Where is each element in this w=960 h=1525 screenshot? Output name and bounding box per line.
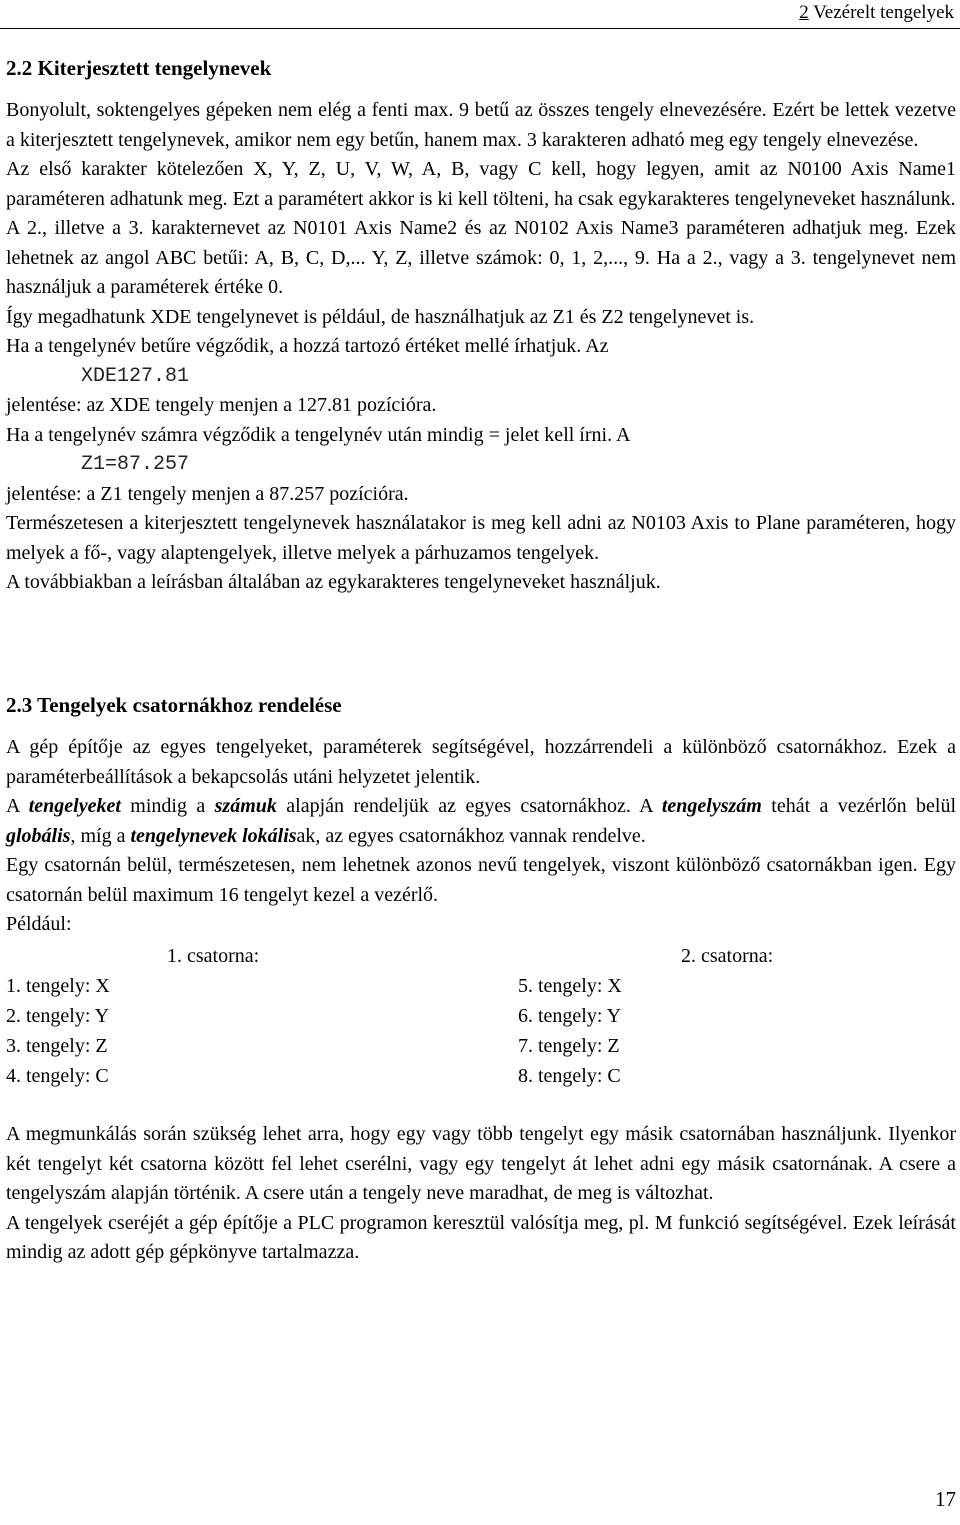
paragraph: Bonyolult, soktengelyes gépeken nem elég a fenti max. 9 betű az összes tengely elnevezésére. Ezért be lettek vezetve a kiterjesztett tengelynevek, amikor nem egy betűn, hanem max. 3 karakteren adható meg egy tengely elnevezése. <box>6 99 956 151</box>
paragraph: A gép építője az egyes tengelyeket, paraméterek segítségével, hozzárrendeli a különböző csatornákhoz. Ezek a paraméterbeállítások a bekapcsolás utáni helyzetet jelentik. <box>6 736 956 788</box>
paragraph: Ha a tengelynév betűre végződik, a hozzá tartozó értéket mellé írhatjuk. Az <box>6 335 609 357</box>
axis-entry: 8. tengely: C <box>518 1065 621 1087</box>
axis-entry: 6. tengely: Y <box>518 1005 622 1027</box>
paragraph: Például: <box>6 913 72 935</box>
paragraph: A tengelyek cseréjét a gép építője a PLC programon keresztül valósítja meg, pl. M funkció segítségével. Ezek leírását mindig az adott gép gépkönyve tartalmazza. <box>6 1211 956 1263</box>
running-header <box>799 2 954 24</box>
axis-entry: 2. tengely: Y <box>6 1005 110 1027</box>
emphasis: tengelyeket <box>28 795 121 817</box>
channel-header: 2. csatorna: <box>681 945 774 967</box>
axis-entry: 5. tengely: X <box>518 975 622 997</box>
emphasis: számuk <box>214 795 277 817</box>
axis-entry: 4. tengely: C <box>6 1065 109 1087</box>
paragraph: Így megadhatunk XDE tengelynevet is például, de használhatjuk az Z1 és Z2 tengelynevet is. <box>6 305 755 328</box>
axis-entry: 1. tengely: X <box>6 975 110 997</box>
emphasis: tengelyszám <box>661 795 762 817</box>
section-heading-2-2: 2.2 Kiterjesztett tengelynevek <box>6 56 272 80</box>
emphasis: globális <box>6 824 71 847</box>
section-2-3-continuation <box>6 1120 956 1268</box>
section-2-3-body <box>6 733 956 940</box>
paragraph: A tengelyeket mindig a számuk alapján rendeljük az egyes csatornákhoz. A tengelyszám tehát a vezérlőn belül globális, míg a tengelynevek lokálisak, az egyes csatornákhoz vannak rendelve. <box>6 795 956 847</box>
header-rule <box>0 28 960 29</box>
channel-column <box>518 971 622 1091</box>
paragraph: A továbbiakban a leírásban általában az egykarakteres tengelyneveket használjuk. <box>6 571 661 593</box>
channel-header: 1. csatorna: <box>167 945 260 967</box>
chapter-title: Vezérelt tengelyek <box>813 2 954 23</box>
paragraph: A 2., illetve a 3. karakternevet az N0101 Axis Name2 és az N0102 Axis Name3 paraméteren adhatjuk meg. Ezek lehetnek az angol ABC betűi: A, B, C, D,... Y, Z, illetve számok: 0, 1, 2,..., 9. Ha a 2., vagy a 3. tengelynevet nem használjuk a paraméterek értéke 0. <box>6 217 956 298</box>
paragraph: Az első karakter kötelezően X, Y, Z, U, V, W, A, B, vagy C kell, hogy legyen, amit az N0100 Axis Name1 paraméteren adhatunk meg. Ezt a paramétert akkor is ki kell tölteni, ha csak egykarakteres tengelyneveket használunk. <box>6 158 956 210</box>
paragraph: Természetesen a kiterjesztett tengelynevek használatakor is meg kell adni az N0103 Axis to Plane paraméteren, hogy melyek a fő-, vagy alaptengelyek, illetve melyek a párhuzamos tengelyek. <box>6 512 956 564</box>
paragraph: Ha a tengelynév számra végződik a tengelynév után mindig = jelet kell írni. A <box>6 423 631 446</box>
paragraph: jelentése: az XDE tengely menjen a 127.81 pozícióra. <box>6 394 437 416</box>
channel-column <box>6 971 110 1091</box>
section-2-2-body <box>6 96 956 598</box>
code-example: Z1=87.257 <box>81 453 190 476</box>
page-number: 17 <box>935 1487 956 1511</box>
section-heading-2-3: 2.3 Tengelyek csatornákhoz rendelése <box>6 693 342 717</box>
axis-entry: 7. tengely: Z <box>518 1035 620 1057</box>
code-example: XDE127.81 <box>81 364 190 388</box>
paragraph: A megmunkálás során szükség lehet arra, hogy egy vagy több tengelyt egy másik csatornában használjunk. Ilyenkor két tengelyt két csatorna között fel lehet cserélni, vagy egy tengelyt át lehet adni egy másik csatornának. A csere a tengelyszám alapján történik. A csere után a tengely neve maradhat, de meg is változhat. <box>6 1123 956 1204</box>
chapter-number-link[interactable]: 2 <box>799 2 809 23</box>
paragraph: Egy csatornán belül, természetesen, nem lehetnek azonos nevű tengelyek, viszont különböző csatornákban igen. Egy csatornán belül maximum 16 tengelyt kezel a vezérlő. <box>6 854 956 906</box>
paragraph: jelentése: a Z1 tengely menjen a 87.257 pozícióra. <box>6 482 409 505</box>
axis-entry: 3. tengely: Z <box>6 1035 108 1057</box>
emphasis: tengelynevek lokális <box>130 824 297 847</box>
